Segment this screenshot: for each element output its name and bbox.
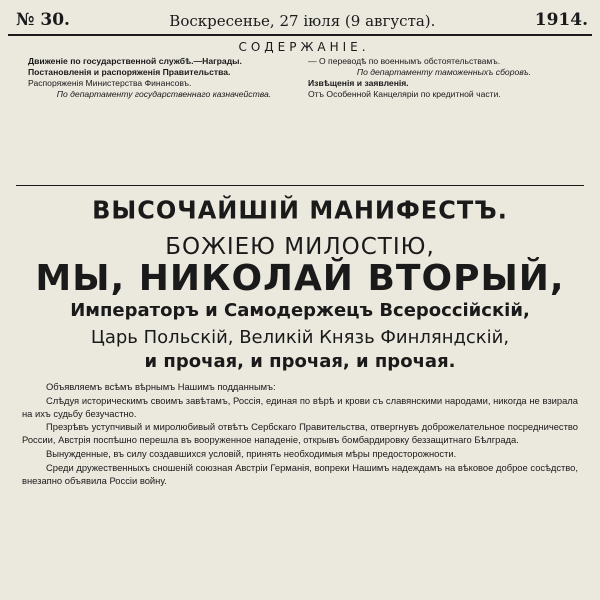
- body-paragraph: Презрѣвъ уступчивый и миролюбивый отвѣтъ Сербскаго Правительства, отвергнувъ доброжелательное посредничество России, Австрія поспѣшно перешла въ вооруженное нападеніе, открывъ бомбардировку беззащитнаго Бѣлграда.: [22, 421, 578, 446]
- emperor-name: МЫ, НИКОЛАЙ ВТОРЫЙ,: [35, 258, 565, 299]
- body-paragraph: Вынужденные, въ силу создавшихся условій, принять необходимыя мѣры предосторожности.: [46, 447, 457, 459]
- toc-left-column: [28, 56, 300, 100]
- issue-number: № 30.: [16, 10, 70, 30]
- manifest-heading: ВЫСОЧАЙШІЙ МАНИФЕСТЪ.: [92, 195, 508, 225]
- body-paragraph: Слѣдуя историческимъ своимъ завѣтамъ, Россія, единая по вѣрѣ и крови съ славянскими народами, никогда не взирала на ихъ судьбу безучастно.: [22, 394, 578, 419]
- table-of-contents: [28, 40, 580, 180]
- toc-right-column: [308, 56, 580, 100]
- toc-entry: Отъ Особенной Канцеляріи по кредитной части.: [308, 89, 501, 99]
- body-paragraph: Объявляемъ всѣмъ вѣрнымъ Нашимъ подданнымъ:: [46, 381, 276, 392]
- title-line-2: Царь Польскій, Великій Князь Финляндскій,: [90, 327, 510, 348]
- toc-entry: — О переводѣ по военнымъ обстоятельствамъ.: [308, 56, 501, 66]
- issue-date: Воскресенье, 27 іюля (9 августа).: [169, 12, 436, 30]
- toc-entry: По департаменту государственнаго казначейства.: [56, 89, 272, 99]
- toc-entry: Распоряженія Министерства Финансовъ.: [28, 78, 192, 88]
- toc-entry: Постановленія и распоряженія Правительства.: [28, 67, 231, 77]
- manifest-body: [22, 381, 578, 488]
- section-divider: [16, 185, 584, 186]
- toc-title: СОДЕРЖАНІЕ.: [238, 40, 370, 54]
- title-line-1: Императоръ и Самодержецъ Всероссійскій,: [70, 300, 530, 321]
- issue-year: 1914.: [534, 10, 588, 30]
- body-paragraph: Среди дружественныхъ сношеній союзная Австріи Германія, вопреки Нашимъ надеждамъ на вѣковое доброе сосѣдство, внезапно объявила Россіи войну.: [22, 461, 578, 486]
- toc-entry: По департаменту таможенныхъ сборовъ.: [356, 67, 532, 77]
- toc-entry: Извѣщенія и заявленія.: [308, 78, 409, 88]
- by-grace-line: БОЖІЕЮ МИЛОСТІЮ,: [165, 234, 435, 260]
- masthead: [8, 0, 592, 36]
- toc-entry: Движеніе по государственной службѣ.—Награды.: [28, 56, 242, 66]
- title-line-3: и прочая, и прочая, и прочая.: [144, 351, 456, 372]
